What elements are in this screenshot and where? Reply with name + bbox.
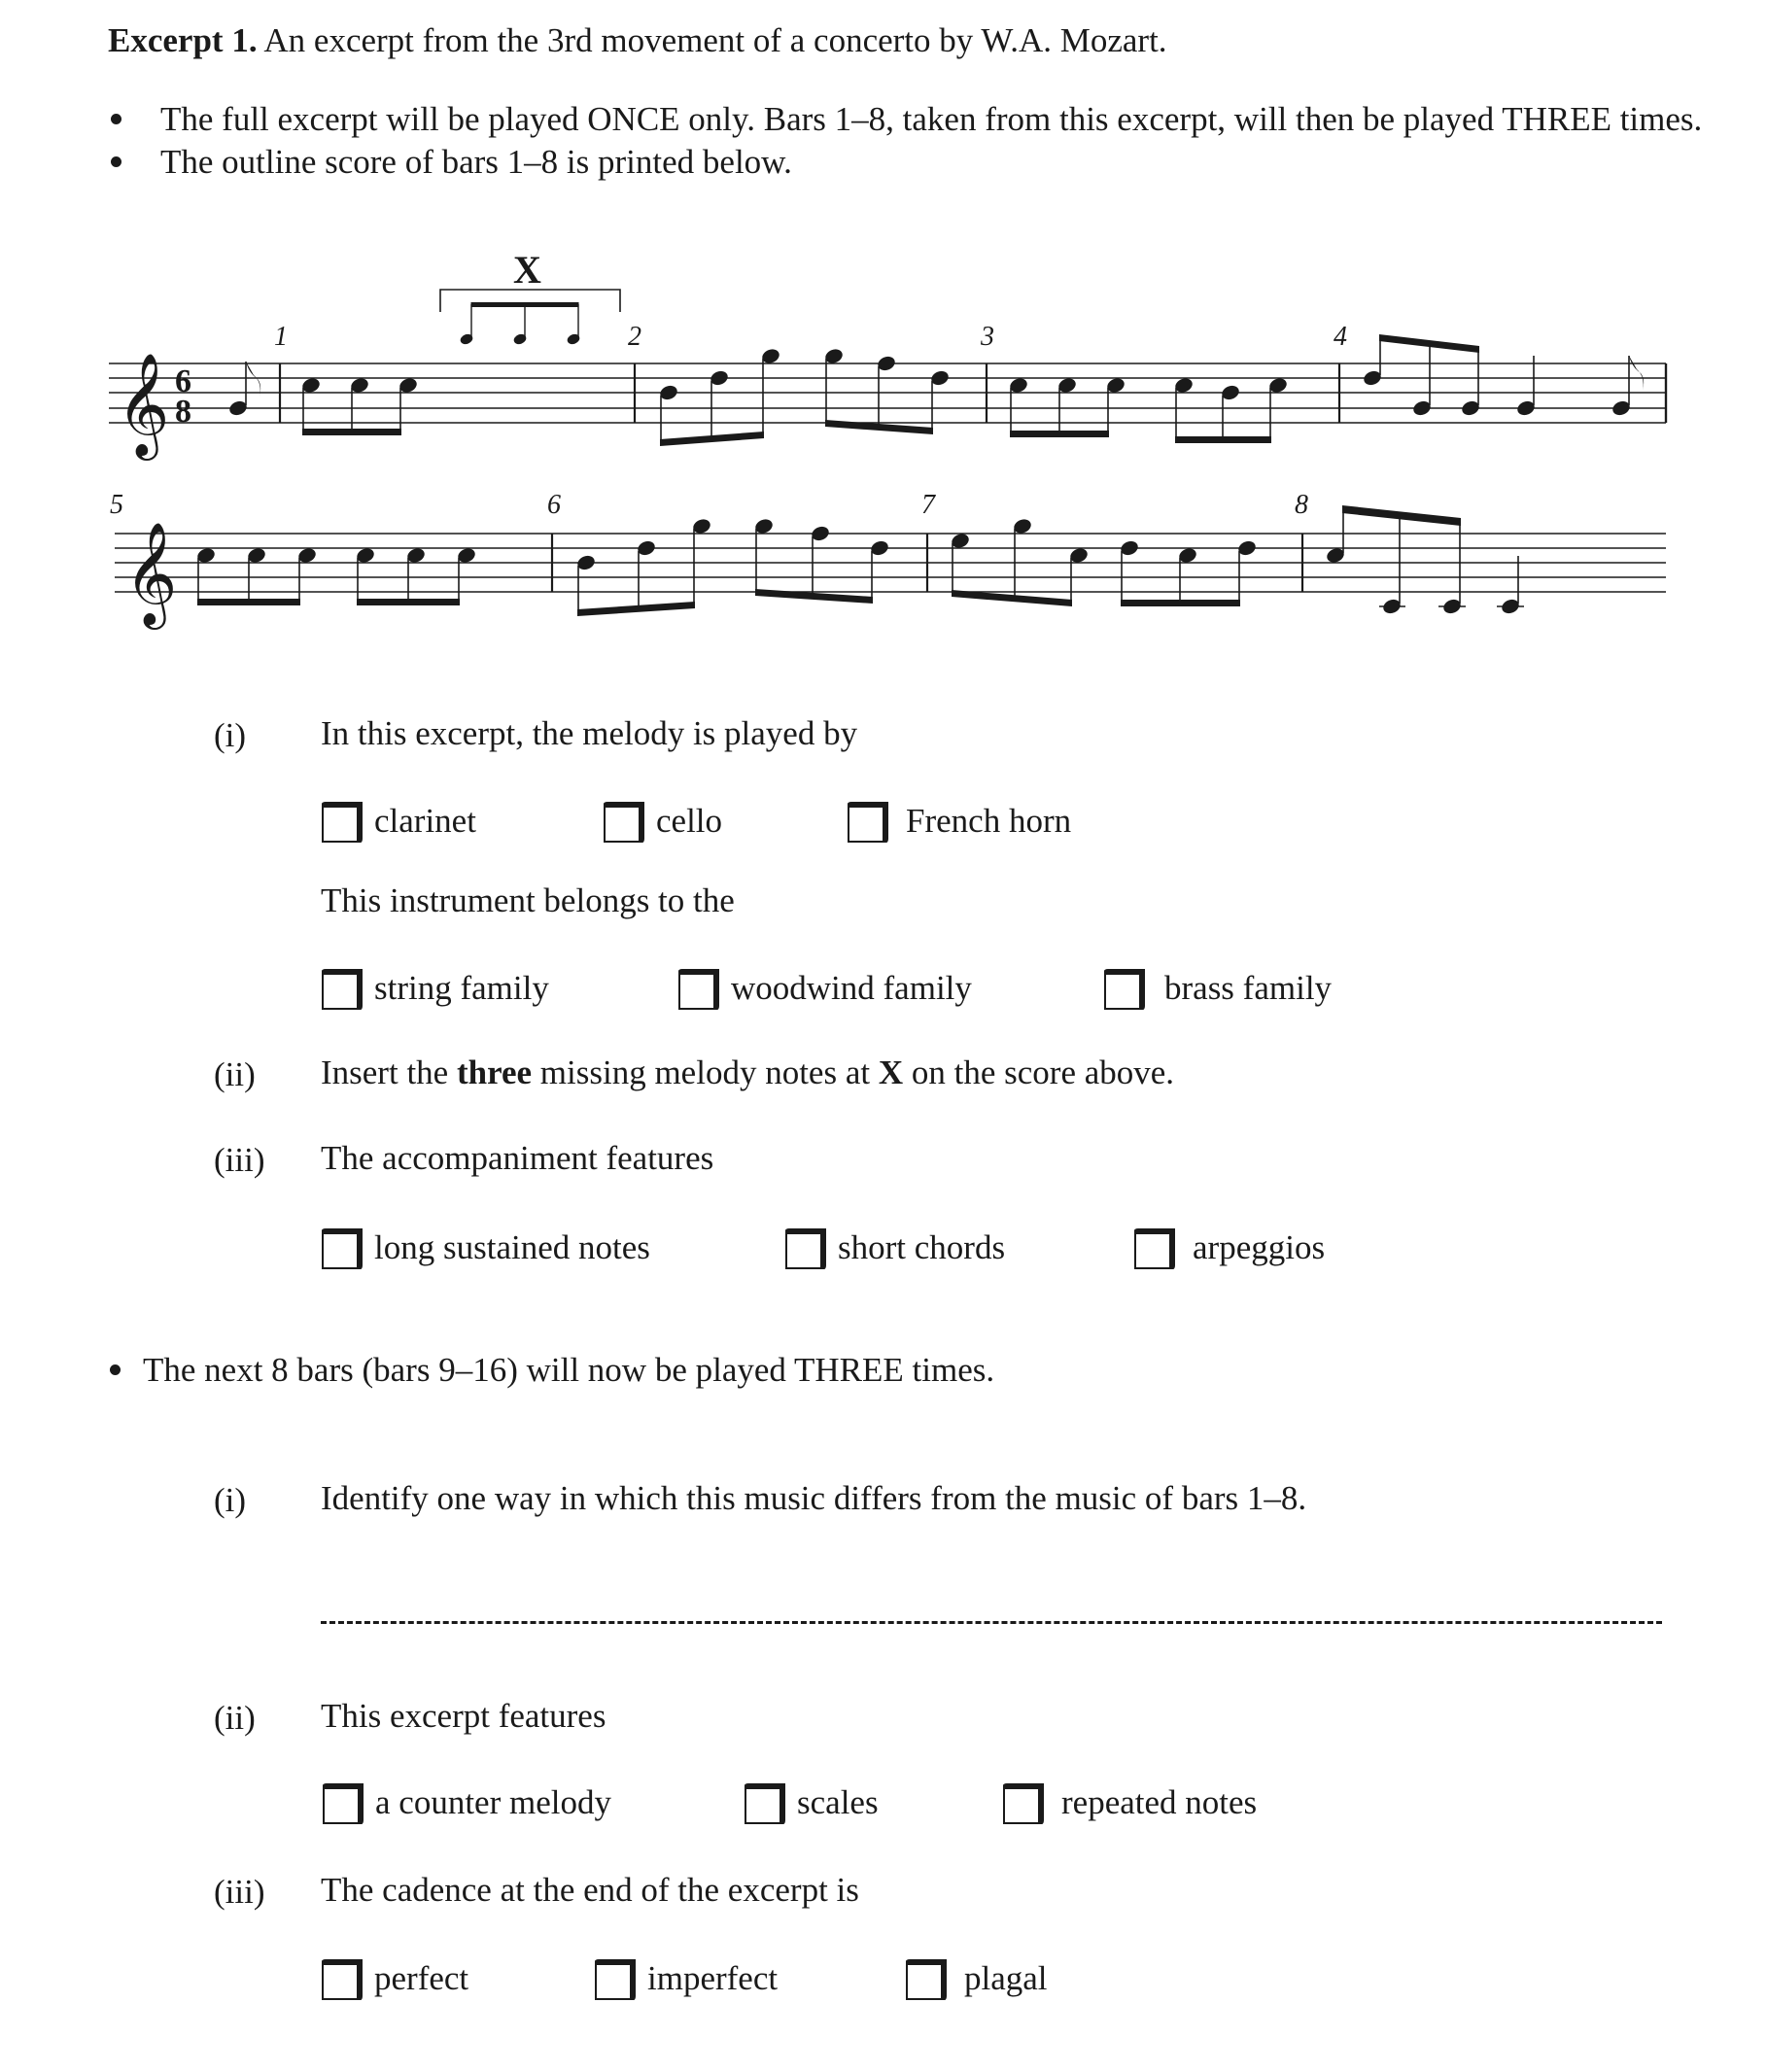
section-2-instruction: The next 8 bars (bars 9–16) will now be played THREE times. bbox=[143, 1351, 995, 1389]
checkbox[interactable] bbox=[322, 1228, 363, 1269]
checkbox[interactable] bbox=[1104, 969, 1145, 1010]
checkbox[interactable] bbox=[322, 969, 363, 1010]
time-signature-top: 6 bbox=[175, 363, 191, 399]
option-label: repeated notes bbox=[1061, 1783, 1258, 1821]
prompt-emphasis: X bbox=[878, 1053, 904, 1091]
checkbox[interactable] bbox=[678, 969, 719, 1010]
question-2-ii-prompt: This excerpt features bbox=[321, 1697, 606, 1735]
staff-2 bbox=[115, 534, 1666, 592]
bar-number-6: 6 bbox=[547, 490, 561, 520]
option-label: brass family bbox=[1164, 969, 1333, 1007]
answer-line[interactable] bbox=[321, 1621, 1662, 1624]
staff-1-notes bbox=[228, 334, 1644, 446]
checkbox[interactable] bbox=[1003, 1783, 1044, 1824]
option-label: a counter melody bbox=[375, 1783, 611, 1821]
option-label: cello bbox=[656, 802, 723, 840]
checkbox[interactable] bbox=[848, 802, 888, 843]
question-1-i-number: (i) bbox=[214, 716, 247, 754]
checkbox[interactable] bbox=[595, 1959, 636, 2000]
checkbox[interactable] bbox=[745, 1783, 785, 1824]
option-label: French horn bbox=[906, 802, 1072, 840]
time-signature-bottom: 8 bbox=[175, 394, 191, 430]
bar-number-1: 1 bbox=[274, 322, 288, 352]
checkbox[interactable] bbox=[1134, 1228, 1175, 1269]
bullet-icon bbox=[110, 1364, 121, 1375]
rhythm-hint bbox=[460, 302, 580, 345]
question-1-i-prompt-2: This instrument belongs to the bbox=[321, 881, 735, 919]
checkbox[interactable] bbox=[906, 1959, 947, 2000]
bar-number-7: 7 bbox=[921, 490, 935, 520]
option-label: plagal bbox=[964, 1959, 1048, 1997]
checkbox[interactable] bbox=[322, 802, 363, 843]
option-label: woodwind family bbox=[731, 969, 972, 1007]
bar-number-4: 4 bbox=[1334, 322, 1347, 352]
staff-1 bbox=[109, 363, 1666, 423]
option-label: imperfect bbox=[647, 1959, 779, 1997]
question-2-i-prompt: Identify one way in which this music differs from the music of bars 1–8. bbox=[321, 1479, 1307, 1517]
prompt-text: on the score above. bbox=[903, 1053, 1175, 1091]
bar-number-5: 5 bbox=[110, 490, 123, 520]
bar-number-3: 3 bbox=[981, 322, 994, 352]
checkbox[interactable] bbox=[785, 1228, 826, 1269]
bar-number-2: 2 bbox=[628, 322, 641, 352]
question-2-iii-prompt: The cadence at the end of the excerpt is bbox=[321, 1871, 859, 1909]
question-1-iii-number: (iii) bbox=[214, 1141, 265, 1179]
option-label: clarinet bbox=[374, 802, 476, 840]
option-label: string family bbox=[374, 969, 549, 1007]
intro-bullet-2: The outline score of bars 1–8 is printed below. bbox=[160, 143, 792, 181]
question-2-iii-number: (iii) bbox=[214, 1873, 265, 1911]
option-label: perfect bbox=[374, 1959, 469, 1997]
excerpt-heading-description: An excerpt from the 3rd movement of a concerto by W.A. Mozart. bbox=[257, 21, 1167, 59]
question-1-i-prompt: In this excerpt, the melody is played by bbox=[321, 714, 858, 752]
question-2-ii-number: (ii) bbox=[214, 1699, 256, 1737]
prompt-text: Insert the bbox=[321, 1053, 457, 1091]
checkbox[interactable] bbox=[604, 802, 644, 843]
bar-number-8: 8 bbox=[1295, 490, 1308, 520]
question-1-ii-number: (ii) bbox=[214, 1055, 256, 1093]
prompt-emphasis: three bbox=[456, 1053, 533, 1091]
music-score bbox=[0, 0, 1767, 680]
excerpt-heading-label: Excerpt 1. bbox=[108, 21, 258, 59]
treble-clef-icon: 𝄞 bbox=[117, 355, 170, 454]
option-label: scales bbox=[797, 1783, 879, 1821]
gap-marker-x: X bbox=[513, 248, 541, 292]
staff-2-notes bbox=[196, 505, 1524, 616]
option-label: long sustained notes bbox=[374, 1228, 650, 1266]
question-1-ii-prompt bbox=[321, 1055, 1174, 1089]
question-2-i-number: (i) bbox=[214, 1481, 247, 1519]
gap-bracket-x bbox=[440, 290, 620, 312]
checkbox[interactable] bbox=[323, 1783, 364, 1824]
prompt-text: missing melody notes at bbox=[532, 1053, 879, 1091]
option-label: short chords bbox=[838, 1228, 1006, 1266]
checkbox[interactable] bbox=[322, 1959, 363, 2000]
treble-clef-icon: 𝄞 bbox=[124, 524, 178, 623]
question-1-iii-prompt: The accompaniment features bbox=[321, 1139, 714, 1177]
intro-bullet-1: The full excerpt will be played ONCE only. Bars 1–8, taken from this excerpt, will then be played THREE times. bbox=[160, 100, 1703, 138]
option-label: arpeggios bbox=[1193, 1228, 1326, 1266]
